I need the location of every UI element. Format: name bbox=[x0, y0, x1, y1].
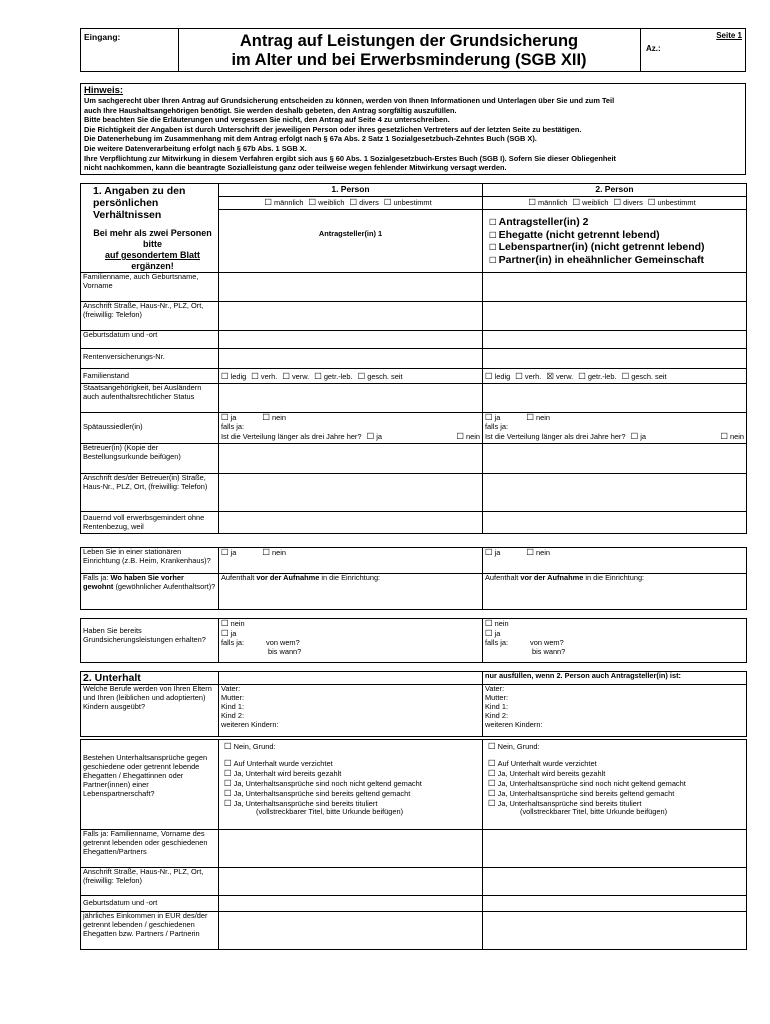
person1-professions[interactable] bbox=[219, 685, 483, 737]
ja-checkbox[interactable]: ☐ ja bbox=[631, 432, 646, 441]
marital-checkbox[interactable]: ☐ verh. bbox=[251, 372, 277, 381]
row-label-received: Haben Sie bereits Grundsicherungsleistungen erhalten? bbox=[81, 619, 219, 663]
nein-checkbox[interactable]: ☐ nein bbox=[221, 619, 480, 629]
claims-option-checkbox[interactable]: ☐ Auf Unterhalt wurde verzichtet bbox=[224, 759, 480, 769]
person2-disabled-field[interactable] bbox=[483, 512, 747, 534]
person1-name-field[interactable] bbox=[219, 273, 483, 302]
role-checkbox[interactable]: ☐ Antragsteller(in) 2 bbox=[489, 216, 742, 229]
aufenthalt-prefix: Aufenthalt bbox=[221, 573, 257, 582]
profession-mother: Mutter: bbox=[221, 692, 244, 702]
marital-checkbox[interactable]: ☐ getr.-leb. bbox=[314, 372, 352, 381]
claims-option-checkbox[interactable]: ☐ Ja, Unterhaltsansprüche sind bereits tituliert bbox=[224, 799, 480, 809]
note-line-2: auf gesondertem Blatt bbox=[104, 250, 200, 260]
person2-gender bbox=[483, 197, 747, 210]
claims-option-checkbox[interactable]: ☐ Ja, Unterhaltsansprüche sind noch nicht geltend gemacht bbox=[488, 779, 744, 789]
person1-birth-field[interactable] bbox=[219, 331, 483, 349]
nein-checkbox[interactable]: ☐ nein bbox=[485, 619, 744, 629]
verteilung-question: Ist die Verteilung länger als drei Jahre her? bbox=[221, 431, 362, 441]
row-label-name: Familienname, auch Geburtsname, Vorname bbox=[81, 273, 219, 302]
person2-previous-stay-field[interactable] bbox=[483, 574, 747, 610]
person2-spouse-name-field[interactable] bbox=[483, 830, 747, 868]
row-label-disabled: Dauernd voll erwerbsgemindert ohne Rentenbezug, weil bbox=[81, 512, 219, 534]
az-box[interactable] bbox=[640, 29, 746, 71]
profession-child1: Kind 1: bbox=[221, 701, 245, 711]
row-label-marital: Familienstand bbox=[81, 369, 219, 384]
claims-option-checkbox[interactable]: ☐ Ja, Unterhaltsansprüche sind bereits tituliert bbox=[488, 799, 744, 809]
aufenthalt-suffix: in die Einrichtung: bbox=[583, 573, 645, 582]
person1-caretaker-address-field[interactable] bbox=[219, 474, 483, 512]
person2-caretaker-address-field[interactable] bbox=[483, 474, 747, 512]
person2-professions[interactable] bbox=[483, 685, 747, 737]
person1-marital bbox=[219, 369, 483, 384]
notice-box bbox=[80, 83, 746, 175]
section1-heading-cell bbox=[81, 184, 219, 273]
section1-title: 1. Angaben zu den persönlichen Verhältnissen bbox=[93, 185, 186, 221]
person1-header: 1. Person bbox=[219, 184, 483, 197]
row-label-spouse-income: jährliches Einkommen in EUR des/der getrennt lebenden / geschiedenen Ehegatten bzw. Partners / Partnerin bbox=[81, 912, 219, 950]
notice-line: Bitte beachten Sie die Erläuterungen und vergessen Sie nicht, den Antrag auf Seite 4 zu unterschreiben. bbox=[84, 115, 450, 125]
bis-wann-label: bis wann? bbox=[532, 646, 566, 656]
eingang-box[interactable] bbox=[81, 29, 179, 71]
verteilung-question: Ist die Verteilung länger als drei Jahre her? bbox=[485, 431, 626, 441]
previous-stay-suffix: (gewöhnlicher Aufenthaltsort)? bbox=[113, 581, 216, 591]
row-label-previous-stay bbox=[81, 574, 219, 610]
person1-spouse-income-field[interactable] bbox=[219, 912, 483, 950]
gender-checkbox[interactable]: ☐ männlich bbox=[528, 198, 567, 207]
person1-spouse-birth-field[interactable] bbox=[219, 896, 483, 912]
aufenthalt-bold: vor der Aufnahme bbox=[256, 573, 320, 582]
row-label-institution: Leben Sie in einer stationären Einrichtung (z.B. Heim, Krankenhaus)? bbox=[81, 548, 219, 574]
ja-checkbox[interactable]: ☐ ja bbox=[221, 548, 236, 557]
person1-resettler bbox=[219, 413, 483, 444]
claims-option-checkbox[interactable]: ☐ Ja, Unterhalt wird bereits gezahlt bbox=[224, 769, 480, 779]
aufenthalt-suffix: in die Einrichtung: bbox=[319, 573, 381, 582]
notice-line: Die Richtigkeit der Angaben ist durch Unterschrift der jeweiligen Person oder ihres gesetzlichen Vertreters auf der letzten Seite zu bestätigen. bbox=[84, 124, 582, 134]
ja-checkbox[interactable]: ☐ ja bbox=[485, 413, 500, 422]
claims-option-checkbox[interactable]: ☐ Ja, Unterhaltsansprüche sind bereits geltend gemacht bbox=[488, 789, 744, 799]
claims-nein-checkbox[interactable]: ☐ Nein, Grund: bbox=[224, 742, 480, 752]
nein-checkbox[interactable]: ☐ nein bbox=[262, 413, 286, 422]
gender-checkbox[interactable]: ☐ weiblich bbox=[309, 198, 345, 207]
person1-gender bbox=[219, 197, 483, 210]
previous-stay-question: Wo haben Sie vorher gewohnt bbox=[83, 573, 184, 591]
claims-option-checkbox[interactable]: ☐ Ja, Unterhaltsansprüche sind bereits geltend gemacht bbox=[224, 789, 480, 799]
person2-claims bbox=[483, 740, 747, 830]
section1-table bbox=[80, 183, 747, 534]
section2-person2-note: nur ausfüllen, wenn 2. Person auch Antragsteller(in) ist: bbox=[483, 672, 747, 685]
nein-checkbox[interactable]: ☐ nein bbox=[526, 413, 550, 422]
bis-wann-label: bis wann? bbox=[268, 646, 302, 656]
note-line-3: ergänzen! bbox=[131, 261, 174, 271]
marital-checkbox[interactable]: ☐ verw. bbox=[282, 372, 309, 381]
falls-ja-label: falls ja: bbox=[221, 637, 245, 647]
marital-checkbox[interactable]: ☐ ledig bbox=[485, 372, 510, 381]
notice-line: Um sachgerecht über Ihren Antrag auf Grundsicherung entscheiden zu können, werden von Ihnen Informationen und Unterlagen über Sie und zum Teil bbox=[84, 96, 615, 105]
section2-person1-header bbox=[219, 672, 483, 685]
az-label: Az.: bbox=[646, 44, 661, 53]
claims-note: (vollstreckbarer Titel, bitte Urkunde beifügen) bbox=[520, 807, 668, 817]
falls-ja-label: falls ja: bbox=[485, 637, 509, 647]
gender-checkbox[interactable]: ☐ männlich bbox=[264, 198, 303, 207]
nein-checkbox[interactable]: ☐ nein bbox=[526, 548, 550, 557]
row-label-citizenship: Staatsangehörigkeit, bei Ausländern auch aufenthaltsrechtlicher Status bbox=[81, 384, 219, 413]
profession-child2: Kind 2: bbox=[485, 710, 509, 720]
profession-more-children: weiteren Kindern: bbox=[221, 719, 279, 729]
gender-checkbox[interactable]: ☐ unbestimmt bbox=[384, 198, 432, 207]
marital-checkbox-checked[interactable]: ☒ verw. bbox=[546, 372, 573, 381]
person2-spouse-address-field[interactable] bbox=[483, 868, 747, 896]
person2-received bbox=[483, 619, 747, 663]
falls-ja-label: falls ja: bbox=[221, 421, 245, 431]
institution-table bbox=[80, 547, 747, 610]
page-number: Seite 1 bbox=[716, 31, 742, 40]
nein-checkbox[interactable]: ☐ nein bbox=[262, 548, 286, 557]
role-checkbox[interactable]: ☐ Partner(in) in eheähnlicher Gemeinschaft bbox=[489, 254, 742, 267]
previous-stay-prefix: Falls ja: bbox=[83, 573, 111, 582]
row-label-pension: Rentenversicherungs-Nr. bbox=[81, 349, 219, 369]
person2-pension-field[interactable] bbox=[483, 349, 747, 369]
ja-checkbox[interactable]: ☐ ja bbox=[221, 413, 236, 422]
marital-checkbox[interactable]: ☐ ledig bbox=[221, 372, 246, 381]
section2-table bbox=[80, 671, 747, 737]
person2-caretaker-field[interactable] bbox=[483, 444, 747, 474]
person1-citizenship-field[interactable] bbox=[219, 384, 483, 413]
falls-ja-label: falls ja: bbox=[485, 421, 509, 431]
notice-title: Hinweis: bbox=[84, 85, 124, 96]
claims-option-checkbox[interactable]: ☐ Auf Unterhalt wurde verzichtet bbox=[488, 759, 744, 769]
gender-checkbox[interactable]: ☐ unbestimmt bbox=[648, 198, 696, 207]
ja-checkbox[interactable]: ☐ ja bbox=[485, 629, 744, 639]
notice-line: Die Datenerhebung im Zusammenhang mit dem Antrag erfolgt nach § 67a Abs. 2 Satz 1 Sozialgesetzbuch-Zehntes Buch (SGB X). bbox=[84, 134, 537, 144]
notice-line: auch Ihre Haushaltsangehörigen benötigt. Sie werden deshalb gebeten, den Antrag sorgfältig auszufüllen. bbox=[84, 105, 457, 115]
marital-checkbox[interactable]: ☐ gesch. seit bbox=[358, 372, 403, 381]
person1-spouse-address-field[interactable] bbox=[219, 868, 483, 896]
claims-table bbox=[80, 739, 747, 950]
section2-title: 2. Unterhalt bbox=[81, 672, 219, 685]
row-label-claims: Bestehen Unterhaltsansprüche gegen geschiedene oder getrennt lebende Ehegatten / Ehegattinnen oder Partner(innen) einer Lebenspartnerschaft? bbox=[81, 740, 219, 830]
person2-birth-field[interactable] bbox=[483, 331, 747, 349]
form-title-line1: Antrag auf Leistungen der Grundsicherung bbox=[239, 32, 579, 50]
person2-marital bbox=[483, 369, 747, 384]
claims-note: (vollstreckbarer Titel, bitte Urkunde beifügen) bbox=[256, 807, 404, 817]
person2-spouse-income-field[interactable] bbox=[483, 912, 747, 950]
ja-checkbox[interactable]: ☐ ja bbox=[485, 548, 500, 557]
nein-checkbox[interactable]: ☐ nein bbox=[720, 432, 744, 442]
row-label-professions: Welche Berufe werden von Ihren Eltern und Ihren (leiblichen und adoptierten) Kindern ausgeübt? bbox=[81, 685, 219, 737]
gender-checkbox[interactable]: ☐ divers bbox=[349, 198, 378, 207]
person1-disabled-field[interactable] bbox=[219, 512, 483, 534]
gender-checkbox[interactable]: ☐ weiblich bbox=[573, 198, 609, 207]
marital-checkbox[interactable]: ☐ getr.-leb. bbox=[578, 372, 616, 381]
notice-line: nicht nachkommen, kann die beantragte Sozialleistung ganz oder teilweise wegen fehlender Mitwirkung versagt werden. bbox=[84, 163, 507, 173]
person2-institution bbox=[483, 548, 747, 574]
profession-child2: Kind 2: bbox=[221, 710, 245, 720]
profession-more-children: weiteren Kindern: bbox=[485, 719, 543, 729]
aufenthalt-bold: vor der Aufnahme bbox=[520, 573, 584, 582]
row-label-resettler: Spätaussiedler(in) bbox=[81, 413, 219, 444]
nein-checkbox[interactable]: ☐ nein bbox=[456, 432, 480, 442]
claims-option-checkbox[interactable]: ☐ Ja, Unterhaltsansprüche sind noch nicht geltend gemacht bbox=[224, 779, 480, 789]
row-label-spouse-address: Anschrift Straße, Haus-Nr., PLZ, Ort, (freiwillig: Telefon) bbox=[81, 868, 219, 896]
notice-line: Die weitere Datenverarbeitung erfolgt nach § 67b Abs. 1 SGB X. bbox=[84, 143, 307, 153]
role-checkbox[interactable]: ☐ Lebenspartner(in) (nicht getrennt lebend) bbox=[489, 241, 742, 254]
section1-note bbox=[93, 228, 212, 272]
profession-father: Vater: bbox=[485, 684, 505, 693]
aufenthalt-prefix: Aufenthalt bbox=[485, 573, 521, 582]
person1-caretaker-field[interactable] bbox=[219, 444, 483, 474]
person1-received bbox=[219, 619, 483, 663]
marital-checkbox[interactable]: ☐ verh. bbox=[515, 372, 541, 381]
notice-line: Ihre Verpflichtung zur Mitwirkung in diesem Verfahren ergibt sich aus § 60 Abs. 1 Sozialgesetzbuch-Erstes Buch (SGB I). Sofern Sie dieser Obliegenheit bbox=[84, 153, 616, 163]
person2-name-field[interactable] bbox=[483, 273, 747, 302]
profession-father: Vater: bbox=[221, 684, 241, 693]
ja-checkbox[interactable]: ☐ ja bbox=[367, 432, 382, 441]
person2-spouse-birth-field[interactable] bbox=[483, 896, 747, 912]
row-label-address: Anschrift Straße, Haus-Nr., PLZ, Ort, (freiwillig: Telefon) bbox=[81, 302, 219, 331]
von-wem-label: von wem? bbox=[530, 637, 564, 647]
row-label-spouse-name: Falls ja: Familienname, Vorname des getrennt lebenden oder geschiedenen Ehegatten/Partners bbox=[81, 830, 219, 868]
profession-child1: Kind 1: bbox=[485, 701, 509, 711]
role-checkbox[interactable]: ☐ Ehegatte (nicht getrennt lebend) bbox=[489, 229, 742, 242]
eingang-label: Eingang: bbox=[84, 32, 121, 42]
claims-option-checkbox[interactable]: ☐ Ja, Unterhalt wird bereits gezahlt bbox=[488, 769, 744, 779]
row-label-caretaker: Betreuer(in) (Kopie der Bestellungsurkunde beifügen) bbox=[81, 444, 219, 474]
claims-nein-checkbox[interactable]: ☐ Nein, Grund: bbox=[488, 742, 744, 752]
person2-resettler bbox=[483, 413, 747, 444]
received-table bbox=[80, 618, 747, 663]
gender-checkbox[interactable]: ☐ divers bbox=[613, 198, 642, 207]
person2-citizenship-field[interactable] bbox=[483, 384, 747, 413]
person1-spouse-name-field[interactable] bbox=[219, 830, 483, 868]
person1-role: Antragsteller(in) 1 bbox=[219, 210, 483, 273]
person2-header: 2. Person bbox=[483, 184, 747, 197]
title-box bbox=[179, 29, 719, 71]
form-title bbox=[179, 32, 639, 70]
row-label-spouse-birth: Geburtsdatum und -ort bbox=[81, 896, 219, 912]
form-header bbox=[80, 28, 746, 72]
person1-pension-field[interactable] bbox=[219, 349, 483, 369]
form-title-line2: im Alter und bei Erwerbsminderung (SGB XII) bbox=[231, 51, 587, 69]
person1-institution bbox=[219, 548, 483, 574]
person2-roles bbox=[483, 210, 747, 273]
person1-claims bbox=[219, 740, 483, 830]
person2-address-field[interactable] bbox=[483, 302, 747, 331]
ja-checkbox[interactable]: ☐ ja bbox=[221, 629, 480, 639]
row-label-caretaker-address: Anschrift des/der Betreuer(in) Straße, Haus-Nr., PLZ, Ort, (freiwillig: Telefon) bbox=[81, 474, 219, 512]
row-label-birth: Geburtsdatum und -ort bbox=[81, 331, 219, 349]
profession-mother: Mutter: bbox=[485, 692, 508, 702]
marital-checkbox[interactable]: ☐ gesch. seit bbox=[622, 372, 667, 381]
note-line-1: Bei mehr als zwei Personen bitte bbox=[93, 228, 212, 249]
von-wem-label: von wem? bbox=[266, 637, 300, 647]
person1-previous-stay-field[interactable] bbox=[219, 574, 483, 610]
person1-address-field[interactable] bbox=[219, 302, 483, 331]
